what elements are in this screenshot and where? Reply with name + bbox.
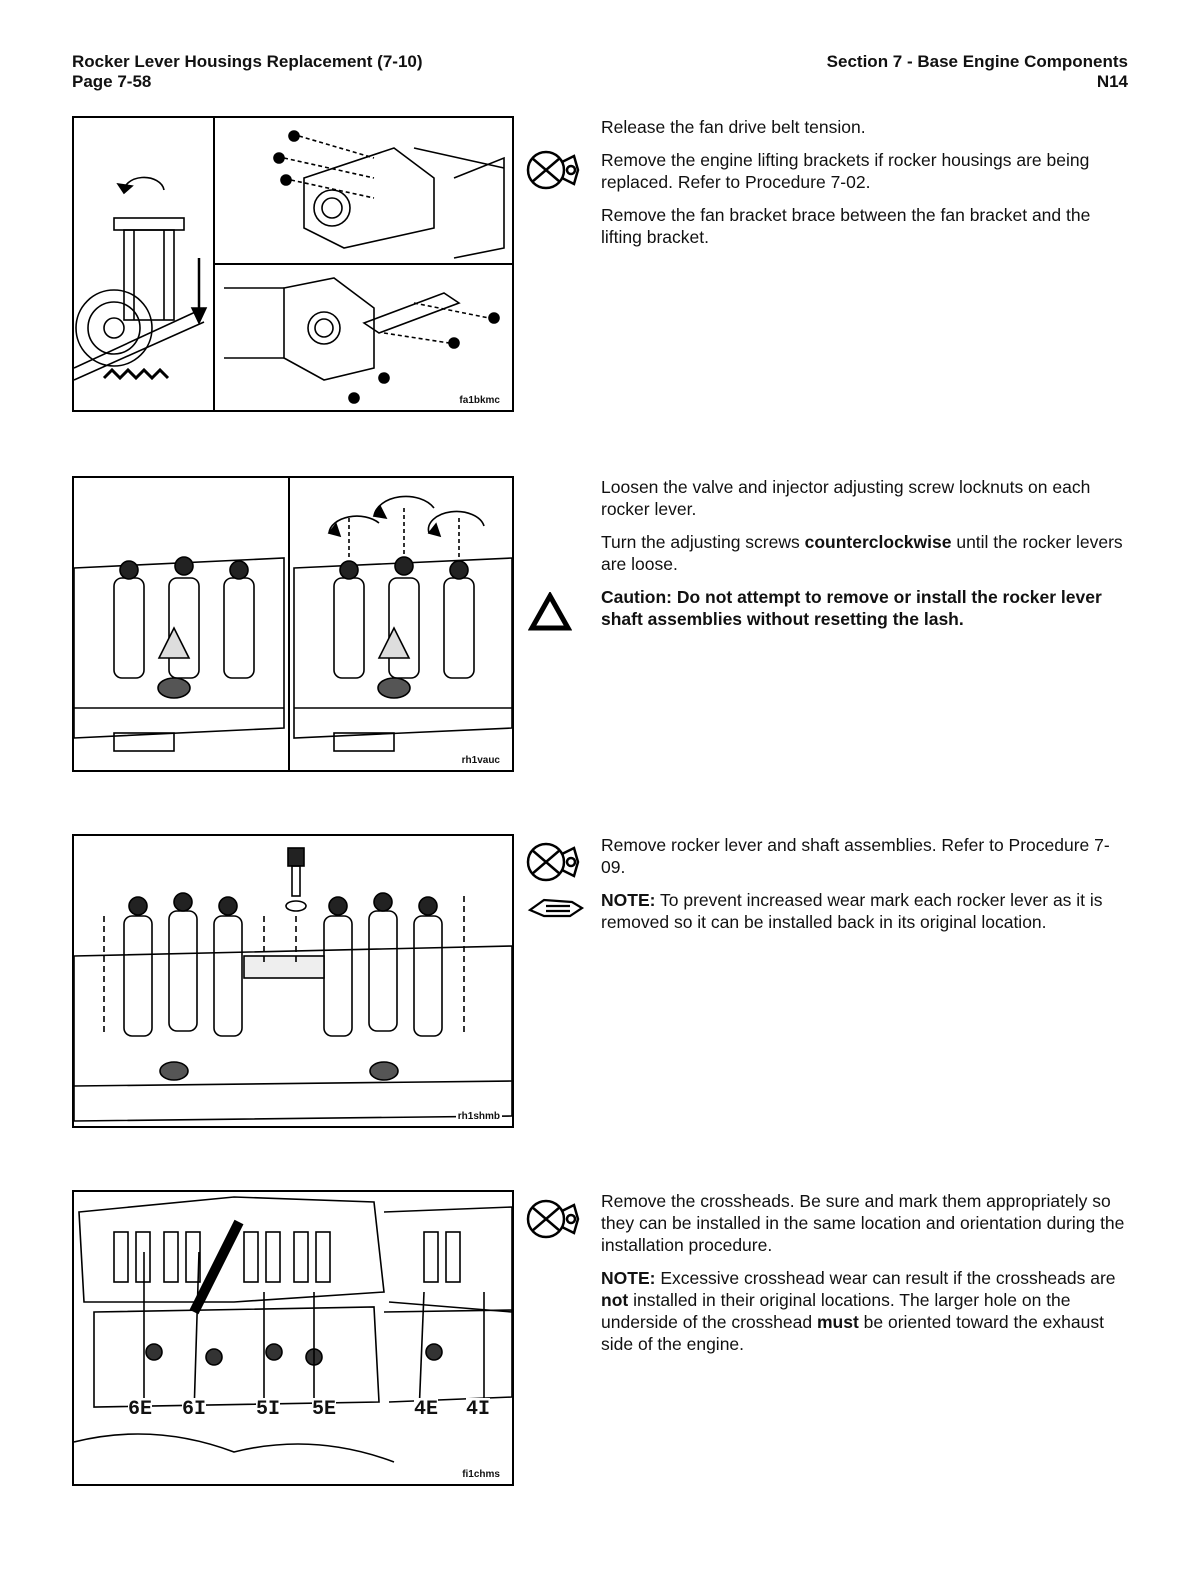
counterclockwise-emphasis: counterclockwise <box>804 532 952 552</box>
must-emphasis: must <box>816 1312 859 1332</box>
wrench-hand-icon <box>524 836 580 893</box>
step-3-text <box>601 834 1129 944</box>
page-header-left <box>72 52 423 92</box>
step-1-para-1: Release the fan drive belt tension. <box>601 117 866 137</box>
step-3-para-1: Remove rocker lever and shaft assemblies. Refer to Procedure 7-09. <box>601 835 1110 877</box>
step-4-note: NOTE: Excessive crosshead wear can result if the crossheads are not installed in their original locations. The larger hole on the underside of the crosshead must be oriented toward the exhaust side of the engine. <box>601 1268 1116 1354</box>
figure-code: fa1bkmc <box>459 395 500 406</box>
figure-fan-bracket <box>72 116 514 412</box>
crosshead-label: 6E <box>128 1398 153 1421</box>
wrench-hand-icon <box>524 144 580 201</box>
engine-model: N14 <box>1096 72 1128 91</box>
step-2-para-2: Turn the adjusting screws counterclockwise until the rocker levers are loose. <box>601 532 1123 574</box>
step-3-note: NOTE: To prevent increased wear mark each rocker lever as it is removed so it can be installed back in its original location. <box>601 890 1103 932</box>
note-label: NOTE: <box>601 890 656 910</box>
figure-code: rh1shmb <box>457 1111 500 1122</box>
figure-adjusting-screws <box>72 476 514 772</box>
section-title: Section 7 - Base Engine Components <box>826 52 1128 71</box>
step-1-para-3: Remove the fan bracket brace between the fan bracket and the lifting bracket. <box>601 205 1091 247</box>
page-header-right <box>827 52 1128 92</box>
page-number: Page 7-58 <box>72 72 152 91</box>
figure-crossheads <box>72 1190 514 1486</box>
wrench-hand-icon <box>524 1193 580 1250</box>
procedure-title: Rocker Lever Housings Replacement (7-10) <box>72 52 423 71</box>
crosshead-label: 4E <box>414 1398 439 1421</box>
step-1-para-2: Remove the engine lifting brackets if rocker housings are being replaced. Refer to Procedure 7-02. <box>601 150 1090 192</box>
figure-code: rh1vauc <box>461 755 500 766</box>
step-4-para-1: Remove the crossheads. Be sure and mark them appropriately so they can be installed in the same location and orientation during the installation procedure. <box>601 1191 1125 1255</box>
not-emphasis: not <box>601 1290 629 1310</box>
note-label: NOTE: <box>601 1268 656 1288</box>
rocker-shaft-illustration <box>74 836 512 1126</box>
crosshead-label: 5E <box>312 1398 337 1421</box>
figure-code: fi1chms <box>462 1469 500 1480</box>
crosshead-label: 4I <box>466 1398 491 1421</box>
step-1-text <box>601 116 1129 259</box>
adjusting-screws-illustration <box>74 478 512 770</box>
step-2-para-1: Loosen the valve and injector adjusting screw locknuts on each rocker lever. <box>601 477 1091 519</box>
crossheads-illustration <box>74 1192 512 1484</box>
figure-rocker-shaft <box>72 834 514 1128</box>
fan-bracket-illustration <box>74 118 512 410</box>
note-hand-icon <box>526 894 586 927</box>
step-2-text <box>601 476 1129 641</box>
crosshead-label: 5I <box>256 1398 281 1421</box>
step-4-text <box>601 1190 1129 1366</box>
caution-triangle-icon <box>528 592 572 637</box>
caution-text: Caution: Do not attempt to remove or install the rocker lever shaft assemblies without resetting the lash. <box>601 587 1102 629</box>
crosshead-label: 6I <box>182 1398 207 1421</box>
